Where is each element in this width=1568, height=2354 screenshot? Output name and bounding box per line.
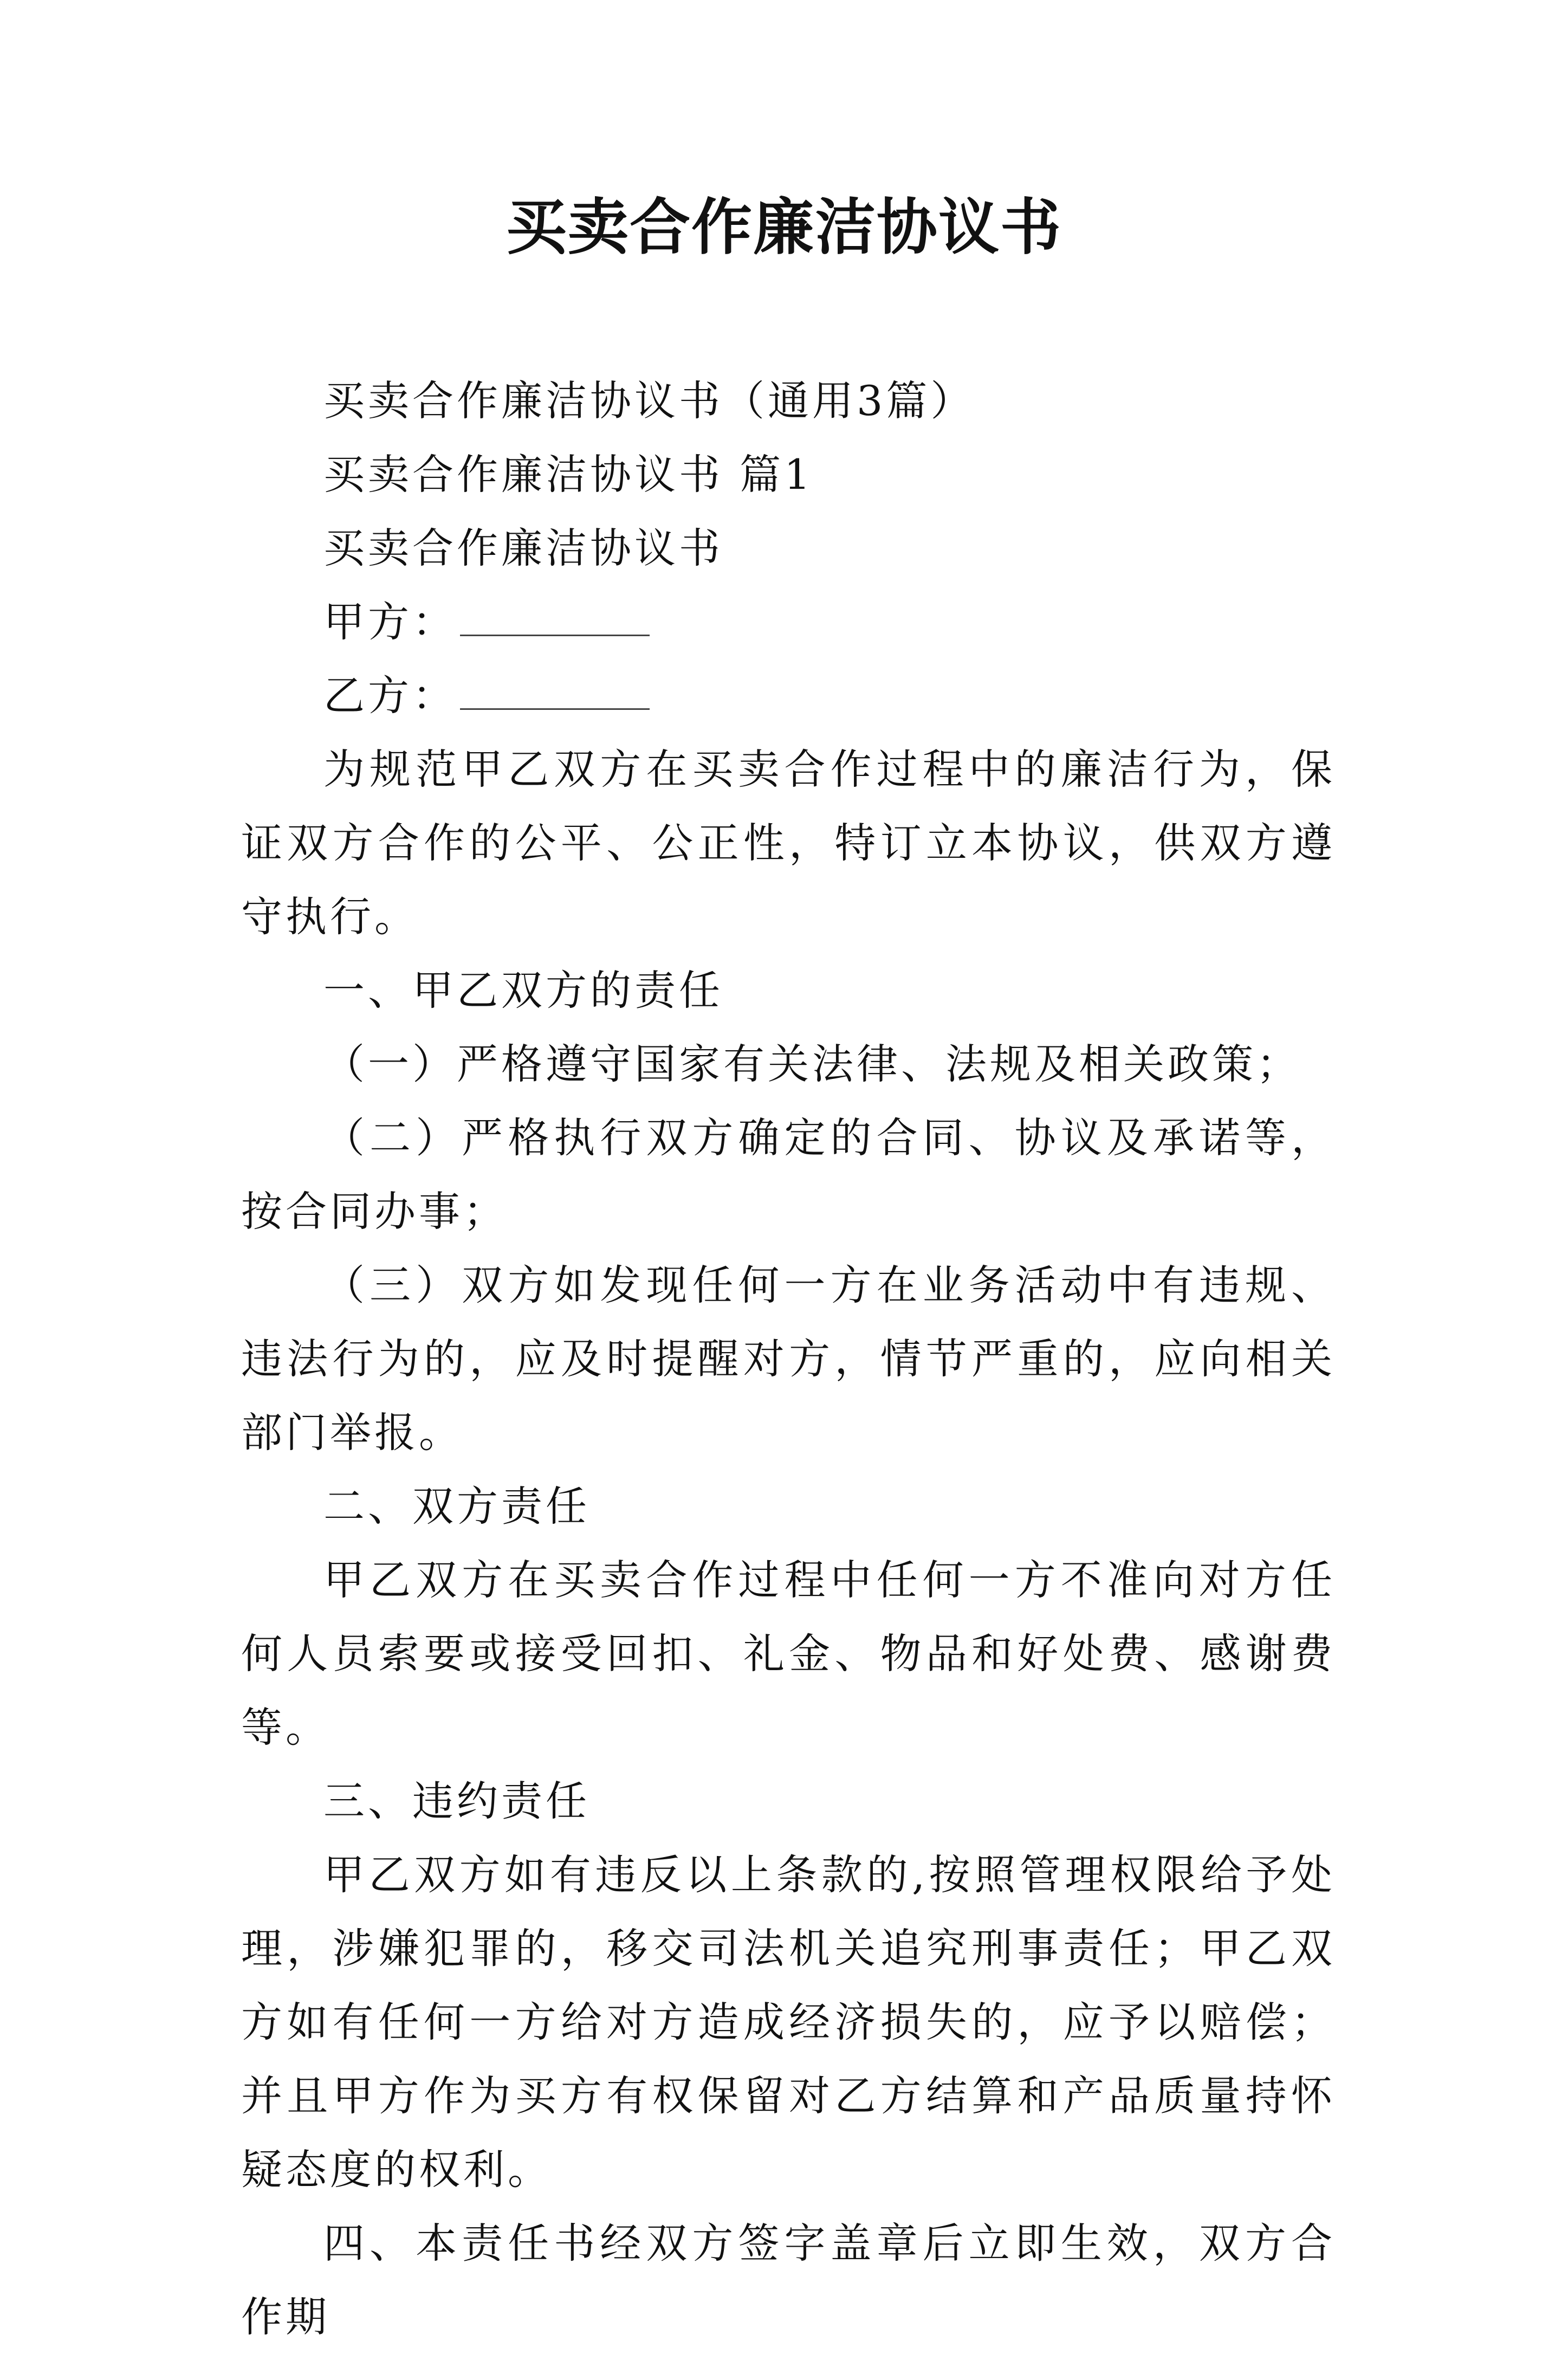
- party-a-blank: [460, 602, 650, 636]
- section3-heading: 三、违约责任: [323, 1777, 590, 1825]
- section1-item3: （三）双方如发现任何一方在业务活动中有违规、违法行为的，应及时提醒对方，情节严重的，应向相关部门举报。: [241, 1261, 1336, 1457]
- party-b-blank: [460, 676, 650, 710]
- section3-text: 甲乙双方如有违反以上条款的,按照管理权限给予处理，涉嫌犯罪的，移交司法机关追究刑事责任；甲乙双方如有任何一方给对方造成经济损失的，应予以赔偿；并且甲方作为买方有权保留对乙方结算和产品质量持怀疑态度的权利。: [241, 1851, 1336, 2194]
- party-b-line: [241, 659, 1336, 733]
- section1-heading: 一、甲乙双方的责任: [323, 966, 723, 1014]
- document-title: 买卖合作廉洁协议书: [506, 192, 1062, 263]
- section2-heading: 二、双方责任: [323, 1482, 590, 1530]
- party-a-line: [241, 585, 1336, 659]
- heading-doc: 买卖合作廉洁协议书: [323, 524, 723, 572]
- document-body: [241, 364, 1336, 2354]
- intro-paragraph: 为规范甲乙双方在买卖合作过程中的廉洁行为，保证双方合作的公平、公正性，特订立本协议，供双方遵守执行。: [241, 745, 1336, 941]
- heading-part1: 买卖合作廉洁协议书 篇1: [323, 450, 814, 499]
- party-a-label: 甲方：: [323, 598, 457, 646]
- heading-general: 买卖合作廉洁协议书（通用3篇）: [323, 377, 975, 425]
- section2-text: 甲乙双方在买卖合作过程中任何一方不准向对方任何人员索要或接受回扣、礼金、物品和好处费、感谢费等。: [241, 1556, 1336, 1751]
- party-b-label: 乙方：: [323, 671, 457, 720]
- section1-item2: （二）严格执行双方确定的合同、协议及承诺等，按合同办事；: [241, 1114, 1336, 1236]
- section4-text: 四、本责任书经双方签字盖章后立即生效，双方合作期: [241, 2219, 1336, 2341]
- section1-item1: （一）严格遵守国家有关法律、法规及相关政策；: [323, 1040, 1301, 1088]
